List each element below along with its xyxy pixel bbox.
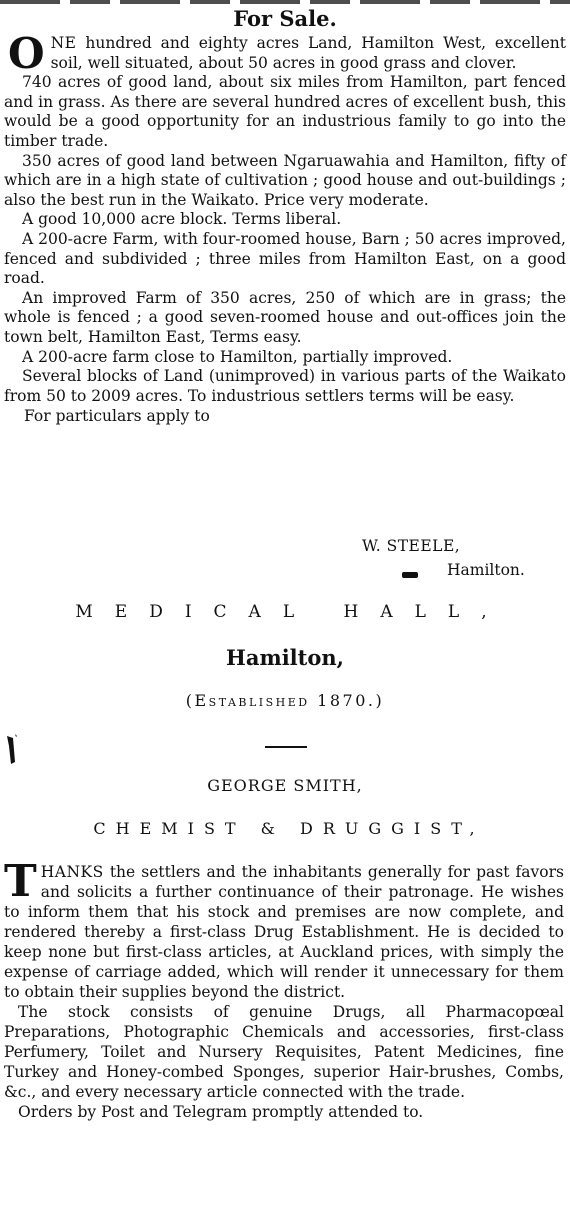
medical-hall-intro-paragraph [4,856,564,1002]
orders-paragraph: Orders by Post and Telegram promptly attended to. [18,1103,424,1121]
ink-mark [402,572,418,578]
for-sale-intro-paragraph [4,29,566,78]
intro-caps-word-thanks: HANKS [40,863,104,881]
listing-paragraph-6: A 200-acre farm close to Hamilton, partially improved. [22,347,453,366]
listing-paragraph-4: A 200-acre Farm, with four-roomed house, Barn ; 50 acres improved, fenced and subdivided ; three miles from Hamilton East, on a good road. [4,229,566,288]
drop-cap-t: T [4,856,37,907]
listing-paragraph-1: 740 acres of good land, about six miles from Hamilton, part fenced and in grass. As there are several hundred acres of excellent bush, this would be a good opportunity for an industrious family to go into the timber trade. [4,73,566,150]
listing-paragraph-5: An improved Farm of 350 acres, 250 of which are in grass; the whole is fenced ; a good seven-roomed house and out-offices join the town belt, Hamilton East, Terms easy. [4,288,566,346]
drop-cap-o: O [8,29,45,78]
stock-paragraph: The stock consists of genuine Drugs, all Pharmacopœal Preparations, Photographic Chemicals and accessories, first-class Perfumery, Toilet and Nursery Requisites, Patent Medicines, fine Turkey and Honey-combed Sponges, superior Hair-brushes, Combs, &c., and every necessary article connected with the trade. [4,1003,564,1101]
intro-caps-word: NE [50,34,77,52]
apply-line: For particulars apply to [24,407,210,426]
ink-blot [6,734,18,764]
for-sale-advertisement [4,6,566,426]
medical-hall-place: Hamilton, [226,645,344,670]
listing-paragraph-7: Several blocks of Land (unimproved) in various parts of the Waikato from 50 to 2009 acres. To industrious settlers terms will be easy. [4,367,566,405]
listing-paragraph-2: 350 acres of good land between Ngaruawahia and Hamilton, fifty of which are in a high state of cultivation ; good house and out-buildings ; also the best run in the Waikato. Price very moderate. [4,151,566,209]
listing-paragraph-3: A good 10,000 acre block. Terms liberal. [22,210,342,229]
medical-hall-intro-text: the settlers and the inhabitants generally for past favors and solicits a further continuance of their patronage. He wishes to inform them that his stock and premises are now complete, and rendered thereby a first-class Drug Establishment. He is decided to keep none but first-class articles, at Auckland prices, with simply the expense of carriage added, which will render it unnecessary for them to obtain their supplies beyond the district. [4,863,564,1001]
top-border-rule [0,0,570,4]
section-divider-rule [265,746,307,748]
for-sale-heading: For Sale. [233,6,337,31]
signature-name: W. STEELE, [362,537,461,555]
medical-hall-title: MEDICAL HALL, [75,602,509,622]
proprietor-name: GEORGE SMITH, [207,776,363,795]
signature-place: Hamilton. [447,561,525,579]
medical-hall-body [4,856,564,1122]
trade-title: CHEMIST & DRUGGIST, [93,819,485,838]
intro-text: hundred and eighty acres Land, Hamilton West, excellent soil, well situated, about 50 acres in good grass and clover. [50,34,566,72]
established-line: (Established 1870.) [185,691,385,710]
